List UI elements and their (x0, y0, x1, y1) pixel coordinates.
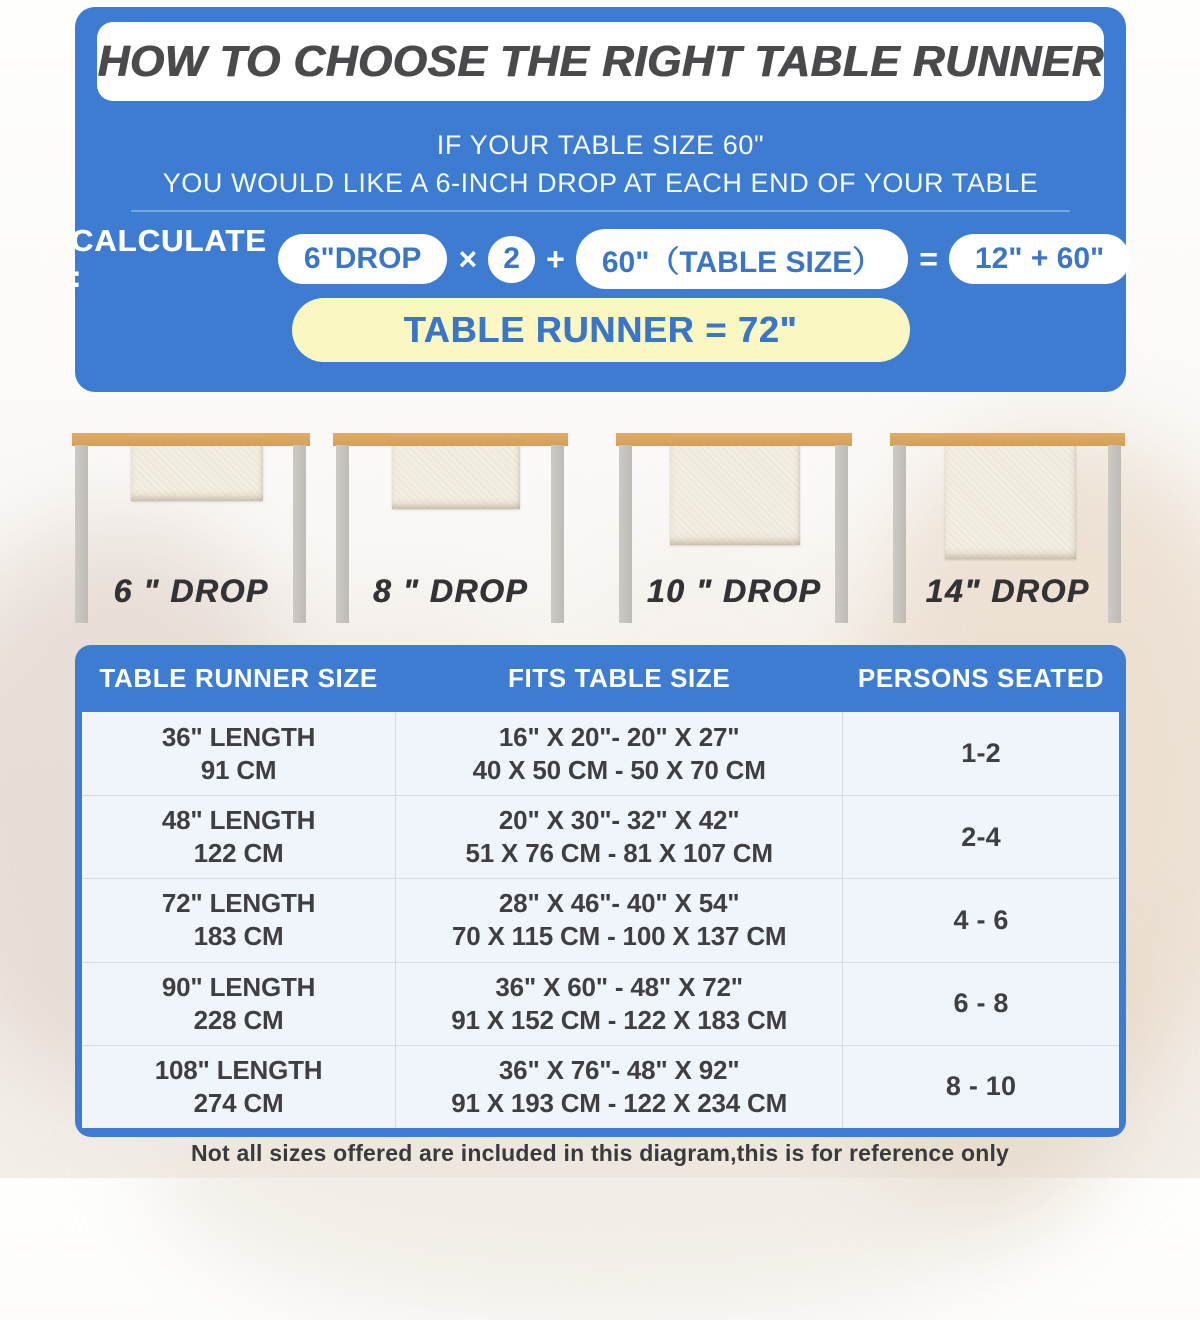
drop-figure-10in (616, 420, 852, 645)
tabletop (890, 433, 1125, 446)
tabletop (616, 433, 852, 446)
table-row (82, 962, 1119, 1045)
table-row (82, 1045, 1119, 1128)
subtitle-line-1: IF YOUR TABLE SIZE 60" (436, 130, 765, 160)
header-divider (131, 210, 1070, 212)
calculation-row (70, 223, 1126, 294)
drop-label: 10 " DROP (646, 573, 822, 609)
plus-operator: + (546, 240, 565, 277)
cell-runner-size: 90" LENGTH 228 CM (161, 971, 316, 1035)
table-runner-cloth (945, 433, 1075, 559)
cell-fits-size: 28" X 46"- 40" X 54" 70 X 115 CM - 100 X 137 CM (395, 879, 843, 961)
column-header-persons-seated: PERSONS SEATED (857, 663, 1105, 693)
subtitle-block (75, 126, 1126, 202)
page-title: HOW TO CHOOSE THE RIGHT TABLE RUNNER (97, 36, 1104, 86)
table-size-pill: 60"（TABLE SIZE） (576, 229, 908, 289)
subtitle-line-2: YOU WOULD LIKE A 6-INCH DROP AT EACH END OF YOUR TABLE (162, 168, 1039, 198)
header-panel (70, 7, 1126, 392)
drop-figure-8in (333, 420, 568, 645)
cell-runner-size: 36" LENGTH 91 CM (161, 721, 316, 785)
drop-figures (0, 420, 1200, 645)
equals-operator: = (919, 240, 938, 277)
title-card (97, 22, 1104, 101)
cell-runner-size: 108" LENGTH 274 CM (154, 1054, 323, 1118)
drop-value-pill: 6"DROP (278, 234, 448, 284)
cell-persons: 2-4 (961, 821, 1001, 852)
tabletop (333, 433, 568, 446)
column-header-runner-size: TABLE RUNNER SIZE (99, 663, 378, 693)
drop-label: 8 " DROP (372, 573, 529, 609)
size-chart-body (82, 712, 1119, 1128)
multiply-operator: × (458, 240, 478, 277)
table-row (82, 712, 1119, 795)
cell-persons: 6 - 8 (953, 988, 1009, 1019)
drop-label: 14" DROP (925, 573, 1090, 609)
calculate-label: CALCULATE : (70, 223, 267, 294)
cell-runner-size: 72" LENGTH 183 CM (161, 888, 316, 952)
sum-pill: 12" + 60" (949, 234, 1130, 284)
table-row (82, 878, 1119, 961)
cell-persons: 4 - 6 (953, 904, 1009, 935)
cell-fits-size: 16" X 20"- 20" X 27" 40 X 50 CM - 50 X 70 CM (395, 712, 843, 795)
table-runner-cloth (670, 433, 800, 545)
drop-figure-14in (890, 420, 1125, 645)
cell-persons: 1-2 (961, 738, 1001, 769)
cell-persons: 8 - 10 (945, 1071, 1017, 1102)
size-chart-panel (75, 645, 1126, 1137)
multiplier-pill: 2 (488, 236, 535, 283)
cell-runner-size: 48" LENGTH 122 CM (161, 805, 316, 869)
column-header-fits-table-size: FITS TABLE SIZE (508, 663, 731, 693)
size-chart-header (82, 645, 1119, 712)
drop-label: 6 " DROP (113, 573, 269, 609)
cell-fits-size: 36" X 76"- 48" X 92" 91 X 193 CM - 122 X 234 CM (395, 1046, 843, 1128)
drop-figure-6in (72, 420, 310, 645)
result-pill: TABLE RUNNER = 72" (292, 298, 910, 362)
cell-fits-size: 20" X 30"- 32" X 42" 51 X 76 CM - 81 X 107 CM (395, 796, 843, 878)
cell-fits-size: 36" X 60" - 48" X 72" 91 X 152 CM - 122 X 183 CM (395, 963, 843, 1045)
footer-note: Not all sizes offered are included in this diagram,this is for reference only (190, 1140, 1010, 1166)
tabletop (72, 433, 310, 446)
table-row (82, 795, 1119, 878)
